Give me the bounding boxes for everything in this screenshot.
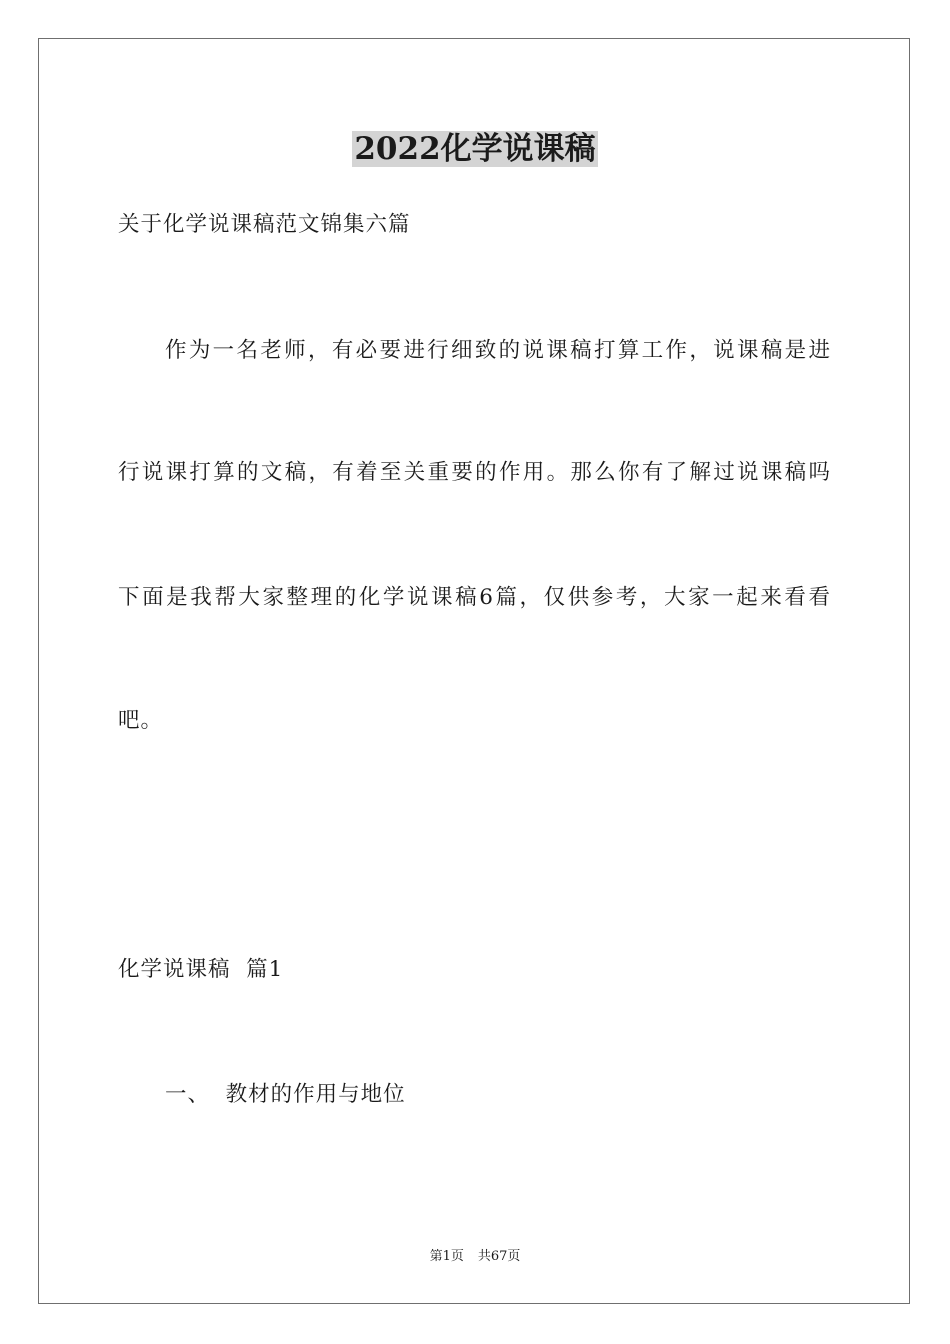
page-number: 第1页	[429, 1249, 464, 1264]
paragraph-line: 作为一名老师，有必要进行细致的说课稿打算工作，说课稿是进	[165, 338, 830, 363]
section-heading: 化学说课稿 篇1	[118, 957, 284, 982]
page-total: 共67页	[477, 1249, 521, 1264]
paragraph-line: 吧。	[118, 708, 164, 733]
paragraph-line: 下面是我帮大家整理的化学说课稿6篇，仅供参考，大家一起来看看	[118, 585, 830, 610]
document-title: 2022化学说课稿	[354, 131, 596, 167]
page-footer	[0, 1248, 950, 1266]
subsection-heading: 一、 教材的作用与地位	[165, 1082, 406, 1107]
document-subtitle: 关于化学说课稿范文锦集六篇	[118, 212, 411, 237]
paragraph-line: 行说课打算的文稿，有着至关重要的作用。那么你有了解过说课稿吗	[118, 460, 830, 485]
